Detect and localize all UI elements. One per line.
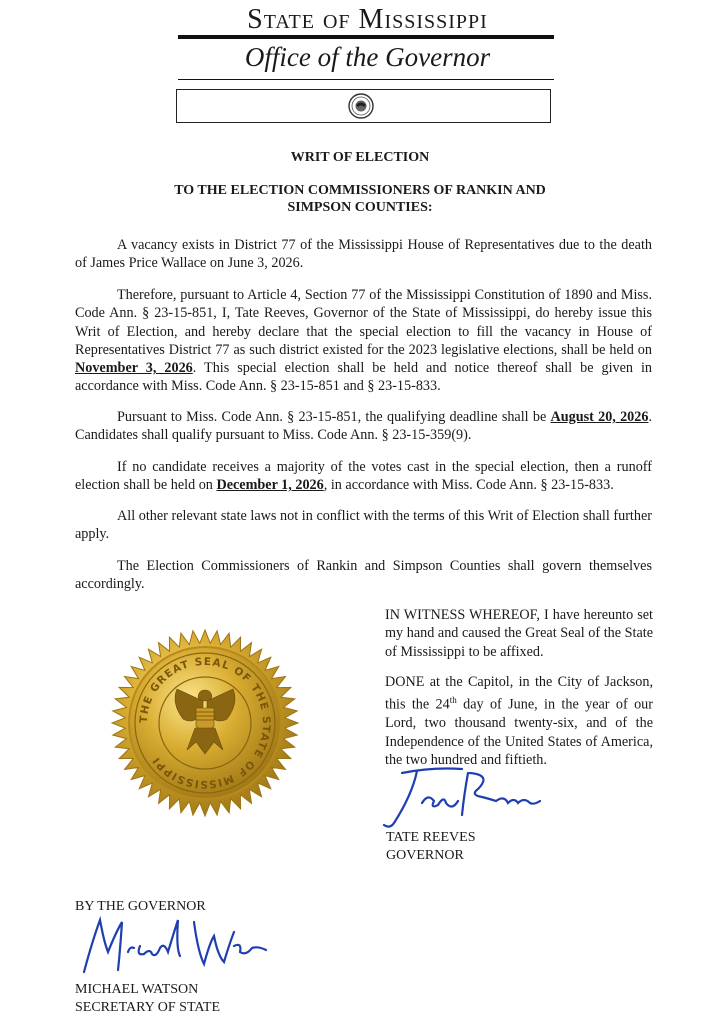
- paragraph-qualifying-text-b: . Candidates shall qualify pursuant to Miss. Code Ann. § 23-15-359(9).: [75, 409, 653, 444]
- secretary-signature: [70, 912, 280, 980]
- paragraph-runoff: [75, 458, 652, 495]
- runoff-date: December 1, 2026: [216, 477, 324, 494]
- paragraph-qualifying-text-a: Pursuant to Miss. Code Ann. § 23-15-851, the qualifying deadline shall be: [117, 409, 551, 425]
- witness-clause: IN WITNESS WHEREOF, I have hereunto set my hand and caused the Great Seal of the State of Mississippi to be affixed.: [385, 607, 653, 660]
- great-seal-icon: [110, 628, 300, 818]
- office-title: Office of the Governor: [244, 42, 491, 72]
- done-clause-text-b: day of June, in the year of our Lord, two thousand twenty-six, and of the Independence of the United States of America, the two hundred and fiftieth.: [385, 697, 653, 768]
- paragraph-other-laws-text: All other relevant state laws not in conflict with the terms of this Writ of Election shall further apply.: [75, 508, 652, 543]
- addressee-line-1: TO THE ELECTION COMMISSIONERS OF RANKIN AND: [174, 183, 546, 198]
- done-clause: [385, 673, 653, 769]
- paragraph-declaration-text-a: Therefore, pursuant to Article 4, Section 77 of the Mississippi Constitution of 1890 and Miss. Code Ann. § 23-15-851, I, Tate Reeves, Governor of the State of Mississippi, do hereby issue this Writ of Election, and hereby declare that the special election to fill the vacancy in House of Representatives District 77 as such district existed for the 2023 legislative elections, shall be held on: [75, 287, 652, 358]
- paragraph-govern: [75, 557, 652, 594]
- secretary-name: MICHAEL WATSON: [75, 982, 199, 997]
- addressee-line-2: SIMPSON COUNTIES:: [287, 200, 433, 215]
- paragraph-vacancy-text: A vacancy exists in District 77 of the Mississippi House of Representatives due to the death of James Price Wallace on June 3, 2026.: [75, 237, 652, 272]
- by-the-governor: BY THE GOVERNOR: [75, 899, 206, 914]
- election-date: November 3, 2026: [75, 360, 193, 377]
- paragraph-runoff-text-b: , in accordance with Miss. Code Ann. § 23-15-833.: [323, 477, 614, 494]
- done-clause-ordinal: th: [449, 695, 457, 706]
- paragraph-declaration-text-b: . This special election shall be held and notice thereof shall be given in accordance with Miss. Code Ann. § 23-15-851 and § 23-15-833.: [75, 360, 653, 395]
- paragraph-runoff-text-a: If no candidate receives a majority of the votes cast in the special election, then a runoff election shall be held on: [75, 459, 652, 494]
- paragraph-declaration: [75, 286, 652, 396]
- document-title: WRIT OF ELECTION: [290, 150, 430, 165]
- governor-name: TATE REEVES: [386, 830, 476, 845]
- governor-signature: [372, 765, 552, 835]
- done-clause-text-a: DONE at the Capitol, in the City of Jackson, this the 24: [385, 674, 653, 714]
- header-rule-thin: [178, 79, 554, 80]
- small-seal-icon: [348, 93, 374, 119]
- paragraph-vacancy: [75, 236, 652, 273]
- paragraph-other-laws: [75, 507, 652, 544]
- paragraph-govern-text: The Election Commissioners of Rankin and Simpson Counties shall govern themselves accordingly.: [75, 558, 652, 593]
- state-title: State of Mississippi: [247, 4, 488, 35]
- qualifying-deadline-date: August 20, 2026: [550, 409, 649, 425]
- paragraph-qualifying: [75, 408, 652, 445]
- seal-ring-text: THE GREAT SEAL OF THE STATE OF MISSISSIPPI: [137, 655, 273, 791]
- header-rule-thick: [178, 35, 554, 39]
- governor-title: GOVERNOR: [386, 848, 464, 863]
- secretary-title: SECRETARY OF STATE: [75, 1000, 221, 1015]
